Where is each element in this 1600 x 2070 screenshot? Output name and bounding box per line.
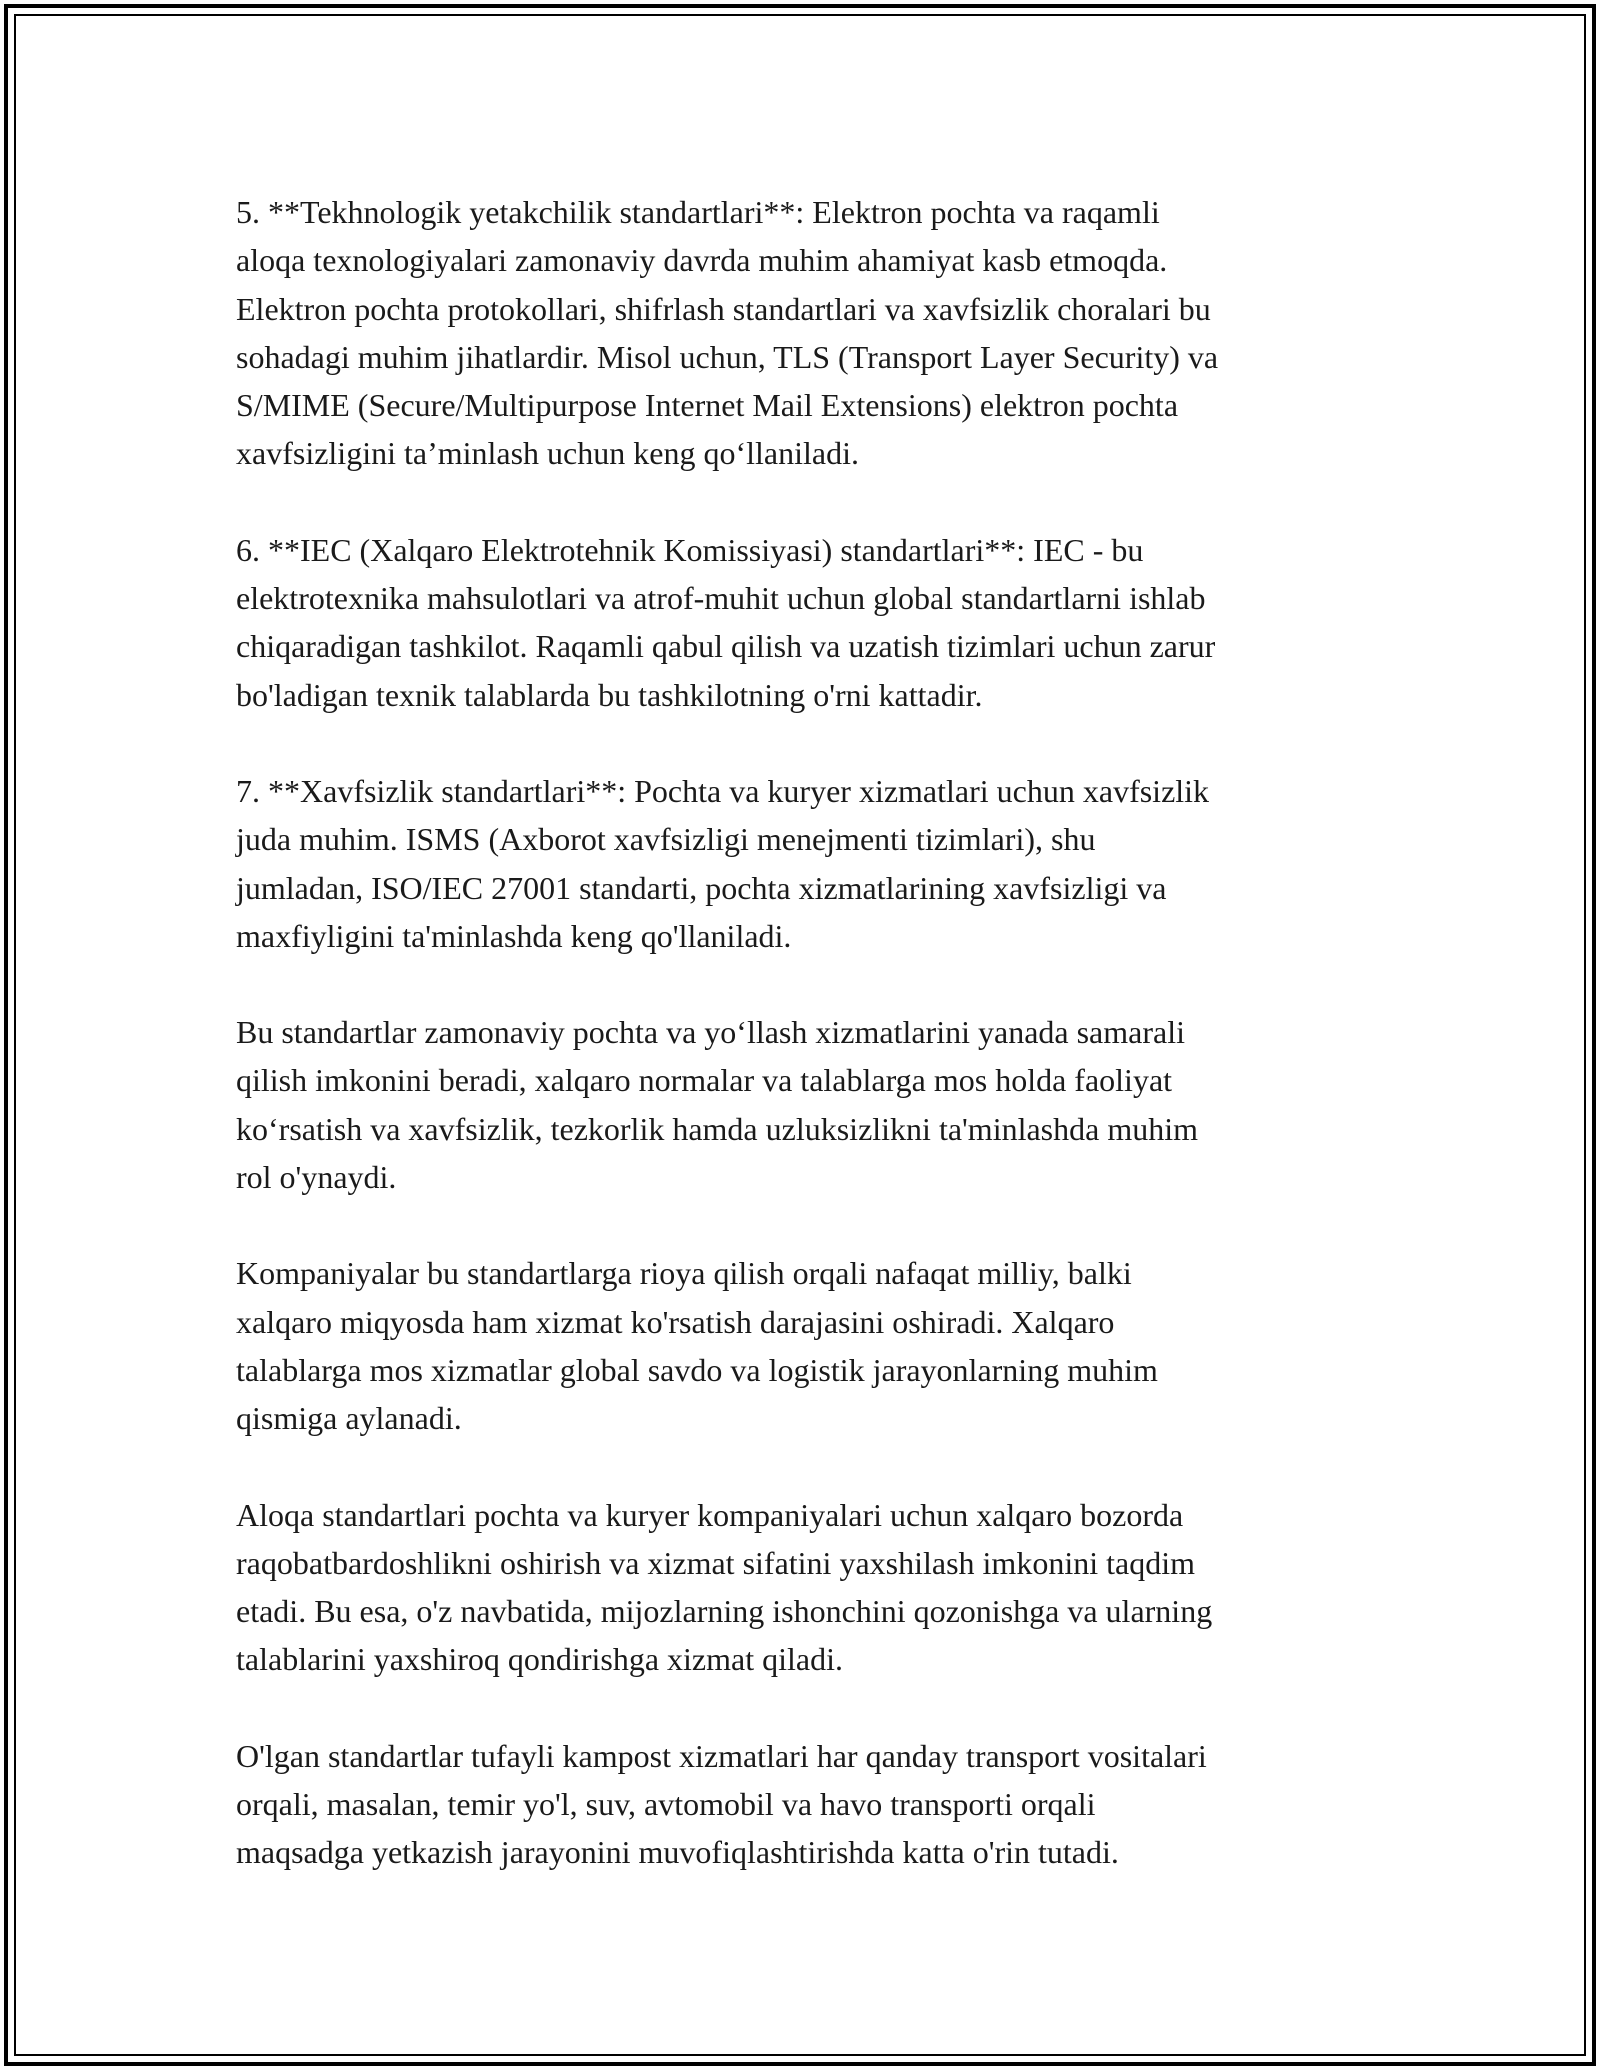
paragraph-companies-compliance: Kompaniyalar bu standartlarga rioya qilish orqali nafaqat milliy, balki xalqaro miqyosda ham xizmat ko'rsatish darajasini oshiradi. Xalqaro talablarga mos xizmatlar global savdo va logistik jarayonlarning muhim qismiga aylanadi. — [236, 1255, 1158, 1437]
paragraph-communication-standards: Aloqa standartlari pochta va kuryer kompaniyalari uchun xalqaro bozorda raqobatbardoshlikni oshirish va xizmat sifatini yaxshilash imkonini taqdim etadi. Bu esa, o'z navbatida, mijozlarning ishonchini qozonishga va ularning talablarini yaxshiroq qondirishga xizmat qiladi. — [236, 1496, 1213, 1678]
paragraph-technology-standards: 5. **Tekhnologik yetakchilik standartlari**: Elektron pochta va raqamli aloqa texnologiyalari zamonaviy davrda muhim ahamiyat kasb etmoqda. Elektron pochta protokollari, shifrlash standartlari va xavfsizlik choralari bu sohadagi muhim jihatlardir. Misol uchun, TLS (Transport Layer Security) va S/MIME (Secure/Multipurpose Internet Mail Extensions) elektron pochta xavfsizligini ta’minlash uchun keng qo‘llaniladi. — [236, 194, 1219, 472]
document-body — [236, 188, 1376, 1877]
paragraph-transport-coordination: O'lgan standartlar tufayli kampost xizmatlari har qanday transport vositalari orqali, masalan, temir yo'l, suv, avtomobil va havo transporti orqali maqsadga yetkazish jarayonini muvofiqlashtirishda katta o'rin tutadi. — [236, 1737, 1207, 1871]
paragraph-modern-postal-services: Bu standartlar zamonaviy pochta va yo‘llash xizmatlarini yanada samarali qilish imkonini beradi, xalqaro normalar va talablarga mos holda faoliyat ko‘rsatish va xavfsizlik, tezkorlik hamda uzluksizlikni ta'minlashda muhim rol o'ynaydi. — [236, 1014, 1198, 1196]
paragraph-security-standards: 7. **Xavfsizlik standartlari**: Pochta va kuryer xizmatlari uchun xavfsizlik juda muhim. ISMS (Axborot xavfsizligi menejmenti tizimlari), shu jumladan, ISO/IEC 27001 standarti, pochta xizmatlarining xavfsizligi va maxfiyligini ta'minlashda keng qo'llaniladi. — [236, 772, 1210, 954]
paragraph-iec-standards: 6. **IEC (Xalqaro Elektrotehnik Komissiyasi) standartlari**: IEC - bu elektrotexnika mahsulotlari va atrof-muhit uchun global standartlarni ishlab chiqaradigan tashkilot. Raqamli qabul qilish va uzatish tizimlari uchun zarur bo'ladigan texnik talablarda bu tashkilotning o'rni kattadir. — [236, 531, 1216, 713]
